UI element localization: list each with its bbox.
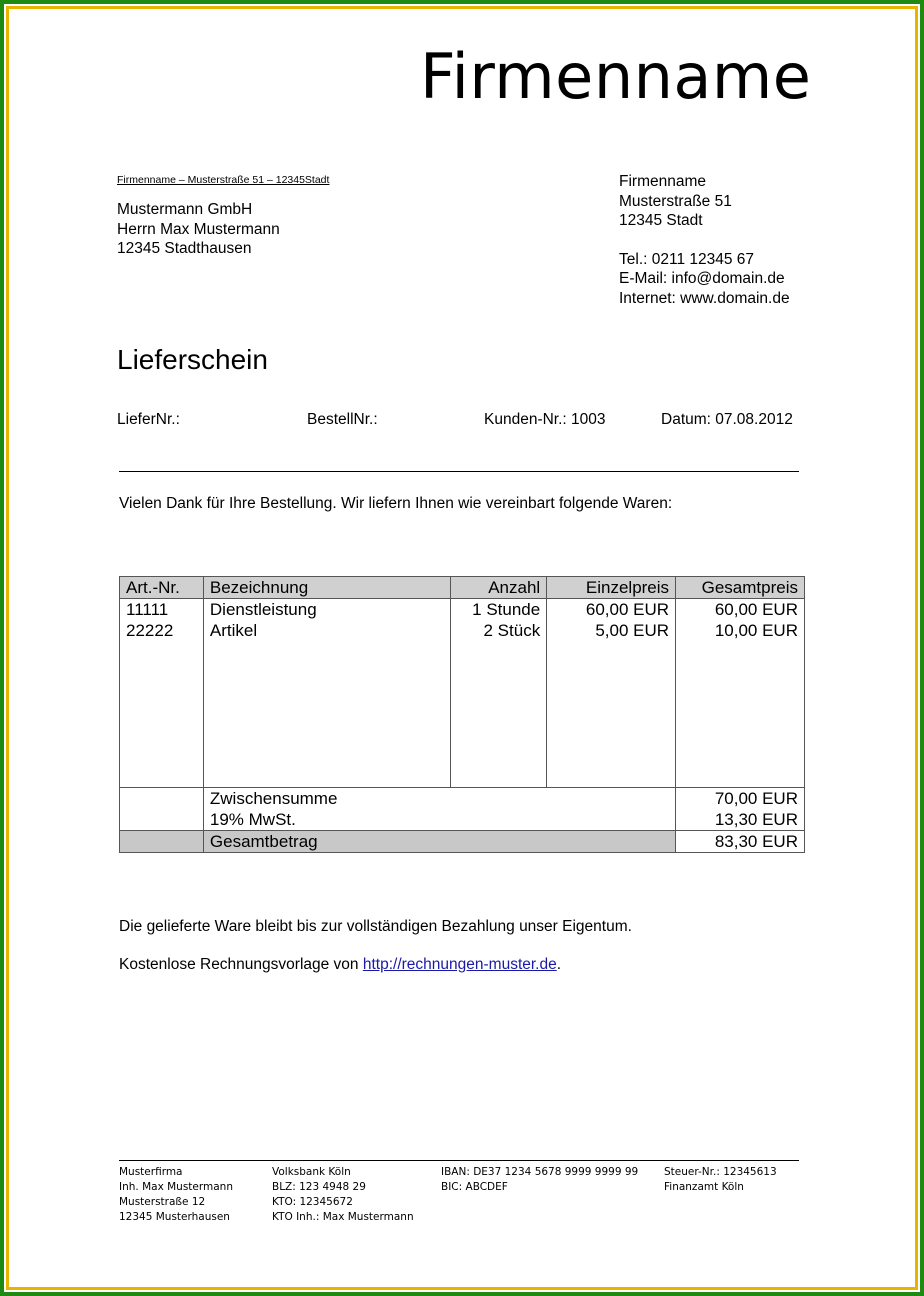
footer-bank <box>272 1165 414 1225</box>
cell-bezeichnung: Dienstleistung <box>209 600 317 619</box>
cell-einzelpreis: 5,00 EUR <box>595 621 670 640</box>
recipient-line: Mustermann GmbH <box>117 201 253 218</box>
items-table <box>119 576 805 853</box>
footer-tax <box>664 1165 777 1195</box>
header-gesamtpreis: Gesamtpreis <box>676 577 805 599</box>
cell-einzelpreis: 60,00 EUR <box>585 600 670 619</box>
footer-line: KTO: 12345672 <box>272 1196 353 1208</box>
company-title: Firmenname <box>420 40 812 113</box>
template-credit-suffix: . <box>556 956 562 973</box>
contact-name: Firmenname <box>619 173 706 190</box>
cell-bezeichnung: Artikel <box>209 621 258 640</box>
total-label: Gesamtbetrag <box>203 831 675 853</box>
header-bezeichnung: Bezeichnung <box>203 577 450 599</box>
footer-line: Musterstraße 12 <box>119 1196 206 1208</box>
recipient-line: Herrn Max Mustermann <box>117 220 280 238</box>
footer-line: KTO Inh.: Max Mustermann <box>272 1211 414 1223</box>
bestell-nr: BestellNr.: <box>307 411 378 428</box>
header-anzahl: Anzahl <box>451 577 547 599</box>
document-title: Lieferschein <box>117 344 268 375</box>
intro-text: Vielen Dank für Ihre Bestellung. Wir liefern Ihnen wie vereinbart folgende Waren: <box>119 495 673 512</box>
footer-iban <box>441 1165 638 1195</box>
footer-line: IBAN: DE37 1234 5678 9999 9999 99 <box>441 1166 639 1178</box>
cell-gesamtpreis: 60,00 EUR <box>714 600 798 619</box>
cell-anzahl: 2 Stück <box>483 621 541 640</box>
company-contact-block <box>619 172 790 308</box>
table-header-row <box>120 577 805 599</box>
footer-line: 12345 Musterhausen <box>119 1211 230 1223</box>
contact-email: E-Mail: info@domain.de <box>619 270 785 287</box>
subtotal-rows <box>120 788 805 831</box>
vat-label: 19% MwSt. <box>209 810 296 829</box>
col-gesamtpreis <box>676 599 805 788</box>
subtotal-value: 70,00 EUR <box>714 789 798 808</box>
sum-values <box>676 788 805 831</box>
footer-line: Volksbank Köln <box>272 1166 351 1178</box>
col-bezeichnung <box>203 599 450 788</box>
vat-value: 13,30 EUR <box>714 810 798 829</box>
footer-line: Finanzamt Köln <box>664 1181 744 1193</box>
kunden-nr: Kunden-Nr.: 1003 <box>484 411 606 428</box>
divider <box>119 471 799 472</box>
liefer-nr: LieferNr.: <box>117 411 180 428</box>
footer-divider <box>119 1160 799 1161</box>
datum: Datum: 07.08.2012 <box>661 411 793 428</box>
template-credit <box>119 956 561 974</box>
contact-street: Musterstraße 51 <box>619 192 732 210</box>
sender-return-address: Firmenname – Musterstraße 51 – 12345Stadt <box>117 174 330 186</box>
total-value: 83,30 EUR <box>676 831 805 853</box>
cell-art-nr: 22222 <box>126 621 174 640</box>
template-credit-text: Kostenlose Rechnungsvorlage von <box>119 956 359 973</box>
header-einzelpreis: Einzelpreis <box>547 577 676 599</box>
footer-company <box>119 1165 233 1225</box>
total-row <box>120 831 805 853</box>
col-anzahl <box>451 599 547 788</box>
footer-line: Inh. Max Mustermann <box>119 1181 233 1193</box>
cell-anzahl: 1 Stunde <box>472 600 541 619</box>
col-einzelpreis <box>547 599 676 788</box>
cell-gesamtpreis: 10,00 EUR <box>714 621 798 640</box>
header-art-nr: Art.-Nr. <box>120 577 204 599</box>
cell-art-nr: 11111 <box>126 600 169 619</box>
contact-tel: Tel.: 0211 12345 67 <box>619 250 755 268</box>
subtotal-label: Zwischensumme <box>209 789 338 808</box>
footer-line: Steuer-Nr.: 12345613 <box>664 1166 777 1178</box>
col-art-nr <box>120 599 204 788</box>
table-body <box>120 599 805 788</box>
sum-labels <box>203 788 675 831</box>
contact-city: 12345 Stadt <box>619 212 703 229</box>
footer-line: Musterfirma <box>119 1166 183 1178</box>
recipient-address <box>117 200 280 259</box>
template-link[interactable]: http://rechnungen-muster.de <box>362 956 557 973</box>
footer-line: BLZ: 123 4948 29 <box>272 1181 366 1193</box>
recipient-line: 12345 Stadthausen <box>117 240 252 257</box>
ownership-note: Die gelieferte Ware bleibt bis zur vollständigen Bezahlung unser Eigentum. <box>119 918 632 935</box>
footer-line: BIC: ABCDEF <box>441 1181 508 1193</box>
contact-internet: Internet: www.domain.de <box>619 289 790 307</box>
